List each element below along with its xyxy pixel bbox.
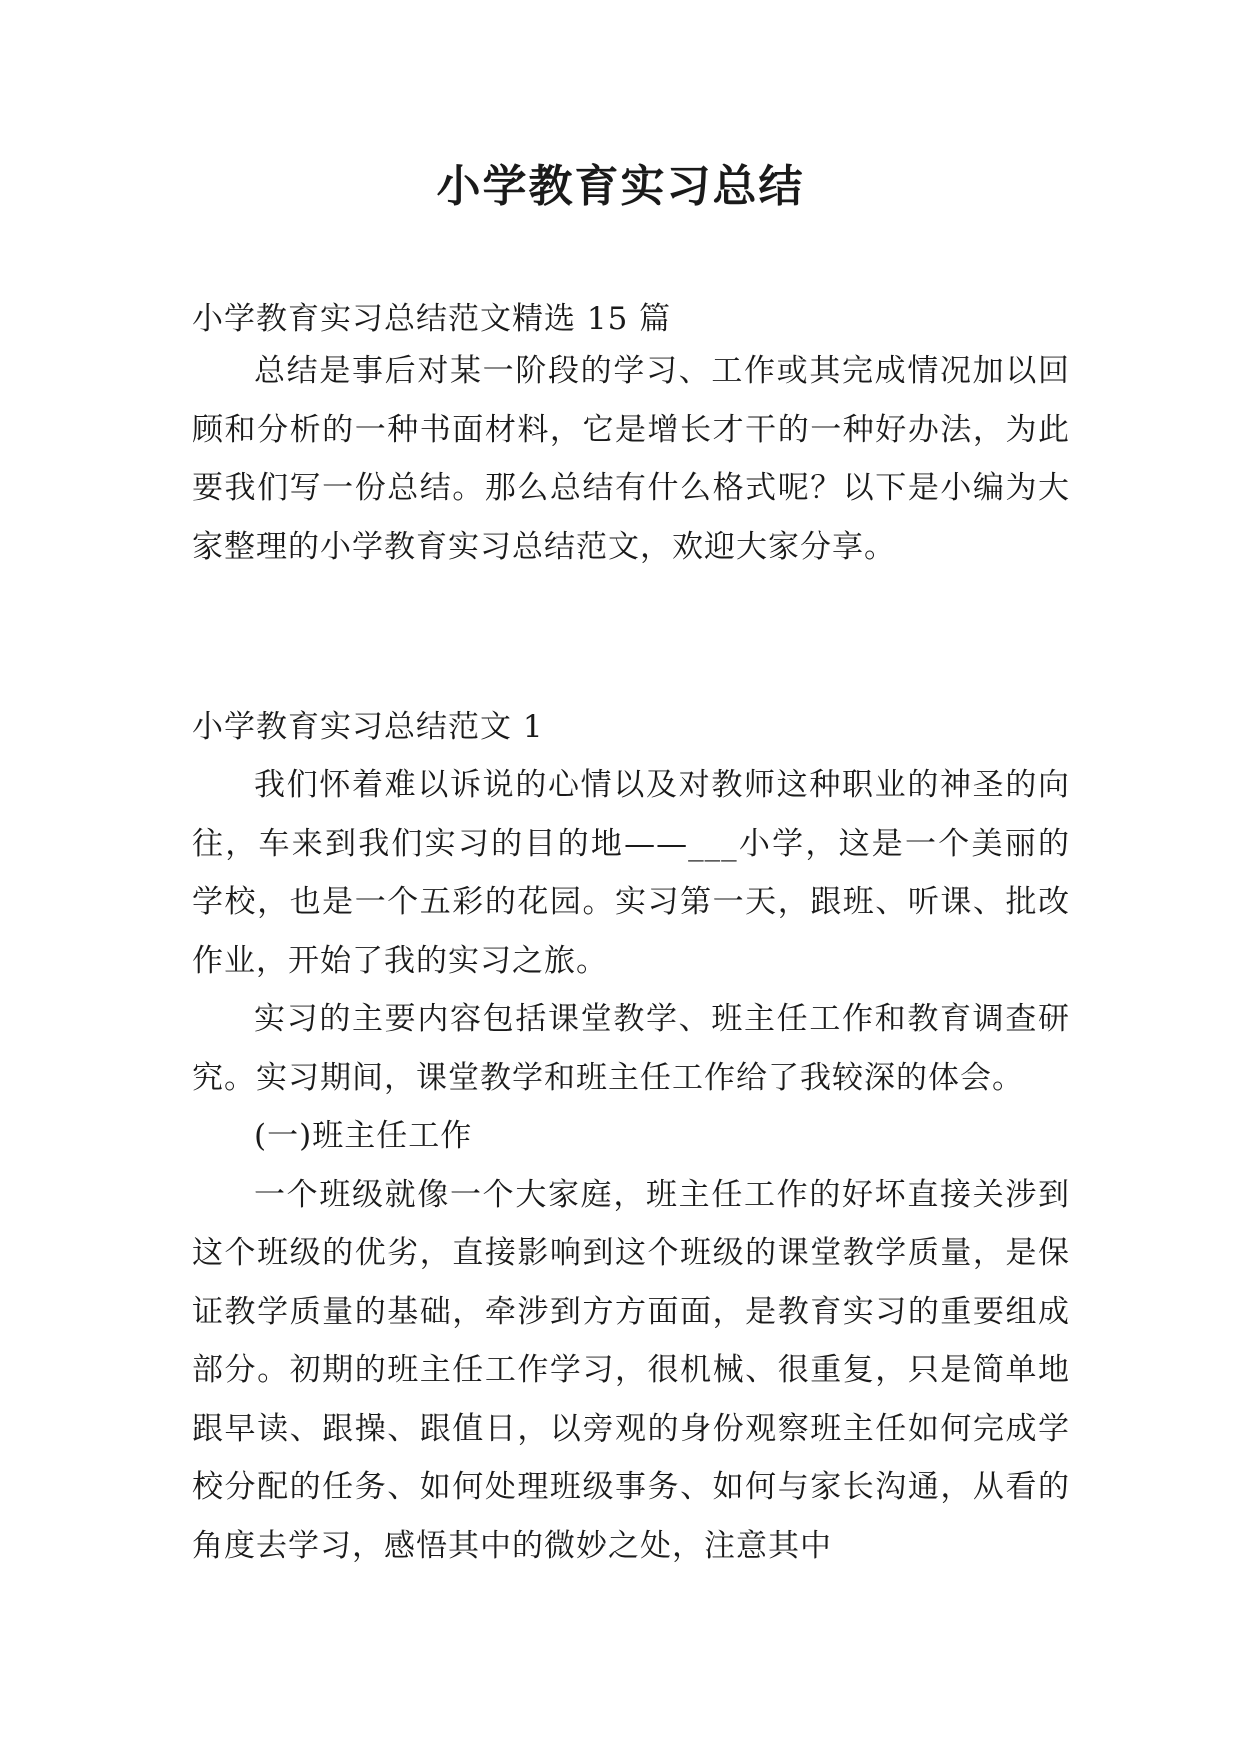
intro-paragraph: 总结是事后对某一阶段的学习、工作或其完成情况加以回顾和分析的一种书面材料，它是增长才干的一种好办法，为此要我们写一份总结。那么总结有什么格式呢？以下是小编为大家整理的小学教育实习总结范文，欢迎大家分享。	[192, 353, 1070, 565]
subsection-heading: (一)班主任工作	[254, 1118, 473, 1154]
section-body	[192, 756, 1070, 1575]
section-heading: 小学教育实习总结范文 1	[192, 709, 544, 745]
section-paragraph: 一个班级就像一个大家庭，班主任工作的好坏直接关涉到这个班级的优劣，直接影响到这个班级的课堂教学质量，是保证教学质量的基础，牵涉到方方面面，是教育实习的重要组成部分。初期的班主任工作学习，很机械、很重复，只是简单地跟早读、跟操、跟值日，以旁观的身份观察班主任如何完成学校分配的任务、如何处理班级事务、如何与家长沟通，从看的角度去学习，感悟其中的微妙之处，注意其中	[192, 1176, 1070, 1564]
document-subtitle: 小学教育实习总结范文精选 15 篇	[192, 301, 672, 337]
section-paragraph: 实习的主要内容包括课堂教学、班主任工作和教育调查研究。实习期间，课堂教学和班主任工作给了我较深的体会。	[192, 1001, 1070, 1096]
document-title: 小学教育实习总结	[436, 161, 805, 212]
section-paragraph: 我们怀着难以诉说的心情以及对教师这种职业的神圣的向往，车来到我们实习的目的地——___小学，这是一个美丽的学校，也是一个五彩的花园。实习第一天，跟班、听课、批改作业，开始了我的实习之旅。	[192, 767, 1070, 979]
